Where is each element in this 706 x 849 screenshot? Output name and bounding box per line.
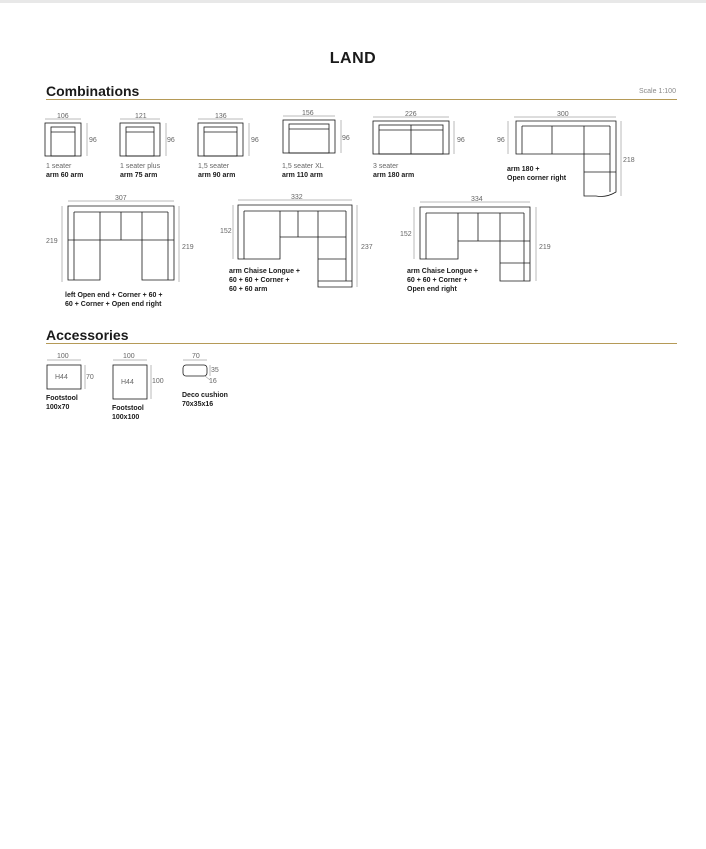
depth-label: 35 xyxy=(211,367,219,374)
desc-line-1: arm 180 + xyxy=(507,166,540,173)
depth2-label: 218 xyxy=(623,157,635,164)
accessory-size: 100x70 xyxy=(46,404,70,411)
desc-line-1: arm Chaise Longue + xyxy=(407,268,478,275)
accessory-name: Deco cushion xyxy=(182,392,228,399)
type-label: 1,5 seater XL xyxy=(282,163,324,170)
sofa-arm180-open-corner-drawing xyxy=(506,116,624,200)
width-label: 100 xyxy=(123,353,135,360)
desc-line-2: 60 + 60 + Corner + xyxy=(407,277,468,284)
accessory-size: 70x35x16 xyxy=(182,401,214,408)
width-label: 300 xyxy=(557,111,569,118)
sofa-1-seater-plus-drawing xyxy=(119,118,169,160)
arm-label: arm 75 arm xyxy=(120,172,158,179)
width-label: 332 xyxy=(291,194,303,201)
arm-label: arm 180 arm xyxy=(373,172,415,179)
type-label: 3 seater xyxy=(373,163,399,170)
desc-line-3: 60 + 60 arm xyxy=(229,286,268,293)
desc-line-1: left Open end + Corner + 60 + xyxy=(65,292,163,299)
arm-label: arm 60 arm xyxy=(46,172,84,179)
height-label: H44 xyxy=(55,374,68,381)
depth-label: 96 xyxy=(497,137,505,144)
desc-line-2: 60 + 60 + Corner + xyxy=(229,277,290,284)
arm-label: arm 90 arm xyxy=(198,172,236,179)
arm-label: arm 110 arm xyxy=(282,172,323,179)
desc-line-2: Open corner right xyxy=(507,175,567,182)
height-label: 16 xyxy=(209,378,217,385)
desc-line-1: arm Chaise Longue + xyxy=(229,268,300,275)
sofa-1-5-seater-drawing xyxy=(197,118,253,160)
right-depth-label: 219 xyxy=(539,244,551,251)
left-depth-label: 152 xyxy=(220,228,232,235)
top-border xyxy=(0,0,706,3)
width-label: 70 xyxy=(192,353,200,360)
accessory-size: 100x100 xyxy=(112,414,140,421)
right-depth-label: 219 xyxy=(182,244,194,251)
combinations-rule xyxy=(46,99,677,100)
width-label: 156 xyxy=(302,110,314,117)
width-label: 136 xyxy=(215,113,227,120)
sofa-3-seater-drawing xyxy=(372,116,456,158)
accessory-name: Footstool xyxy=(112,405,144,412)
left-depth-label: 219 xyxy=(46,238,58,245)
scale-label: Scale 1:100 xyxy=(639,88,676,95)
desc-line-3: Open end right xyxy=(407,286,457,293)
accessories-rule xyxy=(46,343,677,344)
width-label: 307 xyxy=(115,195,127,202)
page-title: LAND xyxy=(329,50,377,67)
depth-label: 70 xyxy=(86,374,94,381)
type-label: 1,5 seater xyxy=(198,163,230,170)
combinations-heading: Combinations xyxy=(46,83,140,99)
right-depth-label: 237 xyxy=(361,244,373,251)
depth-label: 96 xyxy=(89,137,97,144)
depth-label: 96 xyxy=(167,137,175,144)
accessories-heading: Accessories xyxy=(46,327,129,343)
height-label: H44 xyxy=(121,379,134,386)
desc-line-2: 60 + Corner + Open end right xyxy=(65,301,162,308)
depth-label: 96 xyxy=(457,137,465,144)
left-depth-label: 152 xyxy=(400,231,412,238)
type-label: 1 seater plus xyxy=(120,163,161,170)
width-label: 226 xyxy=(405,111,417,118)
type-label: 1 seater xyxy=(46,163,72,170)
depth-label: 96 xyxy=(251,137,259,144)
width-label: 121 xyxy=(135,113,147,120)
deco-cushion-drawing xyxy=(180,359,212,381)
depth-label: 100 xyxy=(152,378,164,385)
sofa-1-seater-drawing xyxy=(44,118,90,160)
width-label: 106 xyxy=(57,113,69,120)
sofa-1-5-seater-xl-drawing xyxy=(282,115,344,157)
depth-label: 96 xyxy=(342,135,350,142)
width-label: 334 xyxy=(471,196,483,203)
accessory-name: Footstool xyxy=(46,395,78,402)
width-label: 100 xyxy=(57,353,69,360)
sofa-u-open-ends-drawing xyxy=(58,200,182,286)
